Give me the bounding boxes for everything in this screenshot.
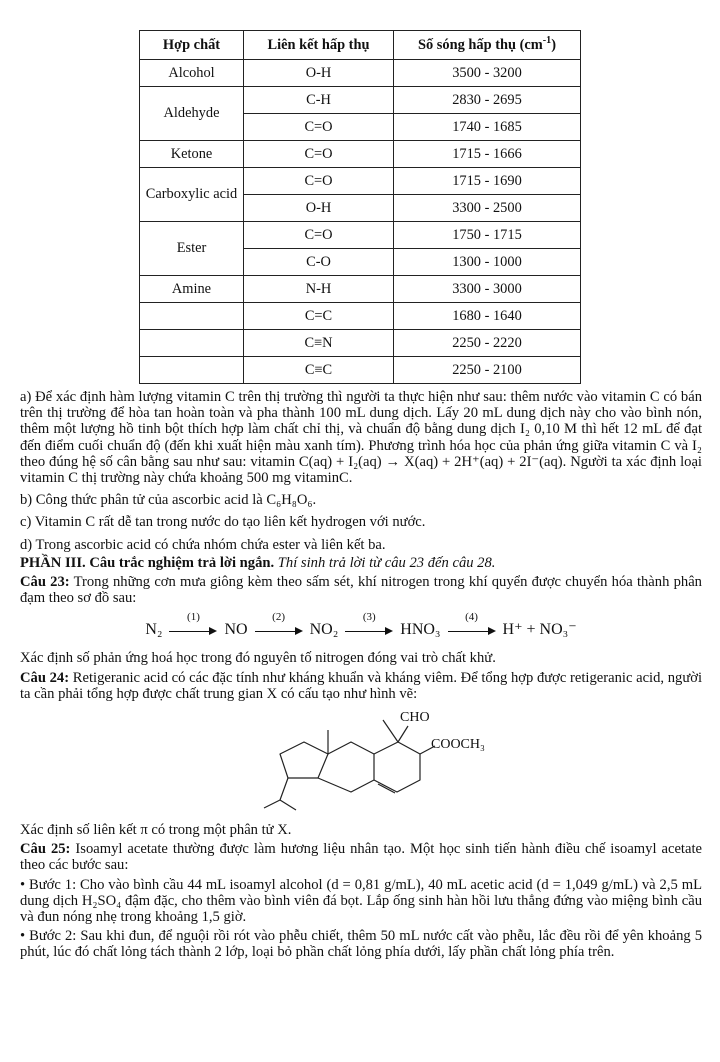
species-n2: N₂ [145, 621, 163, 639]
cyclopentane-ring [280, 742, 328, 778]
wavenumber-cell: 1750 - 1715 [394, 222, 581, 249]
question-24-text: Retigeranic acid có các đặc tính như kháng khuẩn và kháng viêm. Để tổng hợp được retigeranic acid, người ta cần phải tổng hợp được chất trung gian X có cấu tạo như hình vẽ: [20, 669, 702, 702]
right-ring [374, 742, 420, 792]
cooch3-label: COOCH₃ [431, 737, 485, 753]
species-no2: NO₂ [309, 621, 339, 639]
table-row [140, 357, 581, 384]
table-header-row [140, 31, 581, 60]
reaction-arrow-1: (1) [169, 626, 217, 636]
reaction-arrow-4: (4) [448, 626, 496, 636]
table-row [140, 303, 581, 330]
bond-cell: O-H [244, 195, 394, 222]
compound-cell [140, 330, 244, 357]
isopropyl-bond-2 [280, 800, 296, 810]
wavenumber-cell: 2830 - 2695 [394, 87, 581, 114]
header-compound: Hợp chất [140, 31, 244, 60]
table-row [140, 168, 581, 195]
question-25-step1: • Bước 1: Cho vào bình cầu 44 mL isoamyl alcohol (d = 0,81 g/mL), 40 mL acetic acid (d = 1,049 g/mL) và 2,5 mL dung dịch H₂SO₄ đậm đặc, cho thêm vào bình viên đá bọt. Lắp ống sinh hàn hồi lưu thẳng đứng vào miệng bình cầu và đun nóng nhẹ trong khoảng 1,5 giờ. [20, 876, 702, 926]
question-25 [20, 841, 702, 873]
middle-ring [318, 742, 374, 792]
compound-cell: Ketone [140, 141, 244, 168]
species-ions: H⁺ + NO₃⁻ [502, 621, 577, 639]
header-bond: Liên kết hấp thụ [244, 31, 394, 60]
compound-cell: Ester [140, 222, 244, 276]
wavenumber-cell: 3300 - 3000 [394, 276, 581, 303]
species-hno3: HNO₃ [400, 621, 441, 639]
table-row [140, 276, 581, 303]
bond-cell: C=O [244, 114, 394, 141]
wavenumber-cell: 2250 - 2100 [394, 357, 581, 384]
table-row [140, 87, 581, 114]
body-text [20, 389, 702, 961]
bond-cell: C≡C [244, 357, 394, 384]
bond-cell: C≡N [244, 330, 394, 357]
species-no: NO [224, 621, 248, 639]
table-row [140, 141, 581, 168]
question-23-ask: Xác định số phản ứng hoá học trong đó nguyên tố nitrogen đóng vai trò chất khử. [20, 650, 496, 667]
ir-absorption-table [139, 30, 581, 384]
statement-c: c) Vitamin C rất dễ tan trong nước do tạo liên kết hydrogen với nước. [20, 514, 426, 531]
question-23-text: Trong những cơn mưa giông kèm theo sấm sét, khí nitrogen trong khí quyển được chuyển hóa thành phân đạm theo sơ đồ sau: [20, 574, 702, 607]
statement-d: d) Trong ascorbic acid có chứa nhóm chứa ester và liên kết ba. [20, 536, 386, 553]
compound-cell: Alcohol [140, 60, 244, 87]
question-24-ask: Xác định số liên kết π có trong một phân tử X. [20, 822, 292, 839]
question-23 [20, 574, 702, 606]
cho-bond [398, 726, 408, 742]
compound-cell: Aldehyde [140, 87, 244, 141]
bond-cell: C=C [244, 303, 394, 330]
wavenumber-cell: 1715 - 1666 [394, 141, 581, 168]
methyl-bond-2 [383, 720, 398, 742]
reaction-arrow-2: (2) [255, 626, 303, 636]
nitrogen-scheme [20, 610, 702, 644]
table-row [140, 60, 581, 87]
bond-cell: C=O [244, 168, 394, 195]
question-24-label: Câu 24: [20, 669, 70, 686]
bond-cell: N-H [244, 276, 394, 303]
compound-cell [140, 357, 244, 384]
wavenumber-cell: 1680 - 1640 [394, 303, 581, 330]
wavenumber-cell: 1715 - 1690 [394, 168, 581, 195]
bond-cell: C-O [244, 249, 394, 276]
part3-title: PHẦN III. Câu trắc nghiệm trả lời ngắn. [20, 554, 275, 571]
molecule-x-structure [250, 704, 500, 822]
part3-heading [20, 555, 702, 571]
wavenumber-cell: 1740 - 1685 [394, 114, 581, 141]
wavenumber-cell: 3300 - 2500 [394, 195, 581, 222]
question-24 [20, 670, 702, 702]
question-25-step2: • Bước 2: Sau khi đun, để nguội rồi rót vào phễu chiết, thêm 50 mL nước cất vào phễu, lắc đều rồi để yên khoảng 5 phút, lúc đó chất lỏng tách thành 2 lớp, loại bỏ phần chất lỏng phía dưới, lấy phần chất lỏng phía trên. [20, 928, 702, 961]
question-23-label: Câu 23: [20, 574, 70, 591]
compound-cell: Carboxylic acid [140, 168, 244, 222]
wavenumber-cell: 2250 - 2220 [394, 330, 581, 357]
table-row [140, 222, 581, 249]
bond-cell: C-H [244, 87, 394, 114]
statement-a: a) Để xác định hàm lượng vitamin C trên thị trường thì người ta thực hiện như sau: thêm nước vào vitamin C có bán trên thị trường để hòa tan hoàn toàn và pha thành 100 mL dung dịch. Lấy 20 mL dung dịch này cho vào bình nón, thêm một lượng hồ tinh bột thích hợp làm chất chỉ thị, và chuẩn độ bằng dung dịch I₂ 0,10 M thì hết 12 mL để đạt đến điểm cuối chuẩn độ (đến khi xuất hiện màu xanh tím). Phương trình hóa học của phản ứng giữa vitamin C và I₂ theo đúng hệ số cân bằng sau như sau: vitamin C(aq) + I₂(aq) → X(aq) + 2H⁺(aq) + 2I⁻(aq). Người ta xác định loại vitamin C thị trường này chứa khoảng 500 mg vitaminC. [20, 389, 702, 487]
wavenumber-cell: 3500 - 3200 [394, 60, 581, 87]
bond-cell: C=O [244, 141, 394, 168]
statement-b: b) Công thức phân tử của ascorbic acid là C₆H₈O₆. [20, 492, 317, 509]
table-row [140, 330, 581, 357]
bond-cell: C=O [244, 222, 394, 249]
compound-cell [140, 303, 244, 330]
header-wavenumber: Số sóng hấp thụ $(cm^{-1})$ [394, 31, 581, 60]
ring-double-bond [378, 784, 395, 793]
wavenumber-cell: 1300 - 1000 [394, 249, 581, 276]
isopropyl-bond-1 [264, 778, 288, 808]
reaction-arrow-3: (3) [345, 626, 393, 636]
question-25-text: Isoamyl acetate thường được làm hương liệu nhân tạo. Một học sinh tiến hành điều chế isoamyl acetate theo các bước sau: [20, 841, 702, 874]
part3-note: Thí sinh trả lời từ câu 23 đến câu 28. [274, 554, 496, 571]
question-25-label: Câu 25: [20, 841, 71, 858]
bond-cell: O-H [244, 60, 394, 87]
cho-label: CHO [400, 710, 430, 726]
compound-cell: Amine [140, 276, 244, 303]
